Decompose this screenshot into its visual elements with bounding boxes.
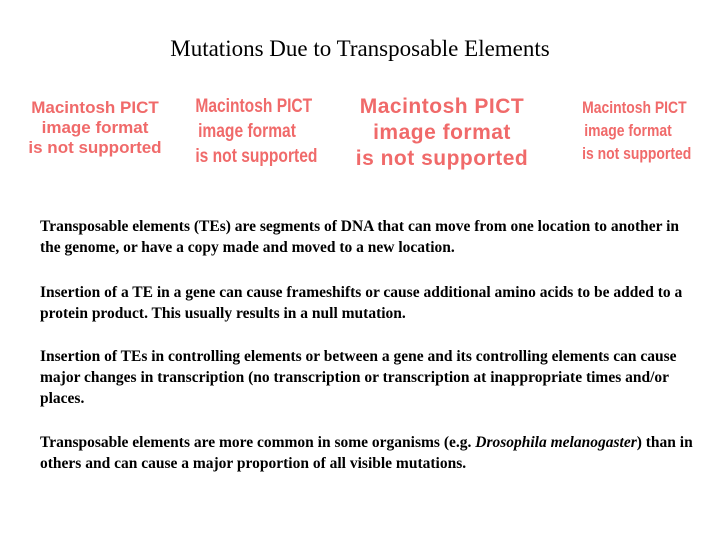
pict-placeholder-line: image format xyxy=(198,121,296,142)
pict-placeholder-1 xyxy=(10,98,180,158)
pict-placeholder-line: is not supported xyxy=(195,146,318,167)
species-name: Drosophila melanogaster xyxy=(475,434,637,451)
pict-placeholder-line: is not supported xyxy=(28,138,162,157)
paragraph-organisms-text: Transposable elements are more common in some organisms (e.g. xyxy=(40,434,476,451)
paragraph-organisms-text: ) than in others and can cause a major proportion of all visible mutations. xyxy=(40,434,693,472)
pict-placeholder-line: Macintosh PICT xyxy=(31,98,159,117)
pict-placeholder-2 xyxy=(195,94,318,169)
pict-placeholder-line: Macintosh PICT xyxy=(582,98,687,117)
pict-placeholder-line: image format xyxy=(373,121,511,144)
pict-placeholder-3 xyxy=(322,94,562,172)
slide-title: Mutations Due to Transposable Elements xyxy=(170,36,550,61)
paragraph-controlling-elements: Insertion of TEs in controlling elements or between a gene and its controlling elements can cause major changes in transcription (no transcription or transcription at inappropriate times and/or places. xyxy=(40,348,677,407)
paragraph-gene-insertion: Insertion of a TE in a gene can cause frameshifts or cause additional amino acids to be added to a protein product. This usually results in a null mutation. xyxy=(40,284,683,322)
pict-placeholder-line: is not supported xyxy=(355,147,529,170)
pict-placeholder-line: Macintosh PICT xyxy=(195,96,313,117)
pict-placeholder-line: image format xyxy=(41,118,149,137)
paragraph-te-definition: Transposable elements (TEs) are segments of DNA that can move from one location to another in the genome, or have a copy made and moved to a new location. xyxy=(40,218,680,256)
pict-placeholder-4 xyxy=(582,96,692,165)
pict-placeholder-line: image format xyxy=(584,121,672,140)
paragraph-organisms xyxy=(40,432,700,474)
pict-placeholder-line: Macintosh PICT xyxy=(359,95,525,118)
pict-placeholder-line: is not supported xyxy=(582,144,692,163)
